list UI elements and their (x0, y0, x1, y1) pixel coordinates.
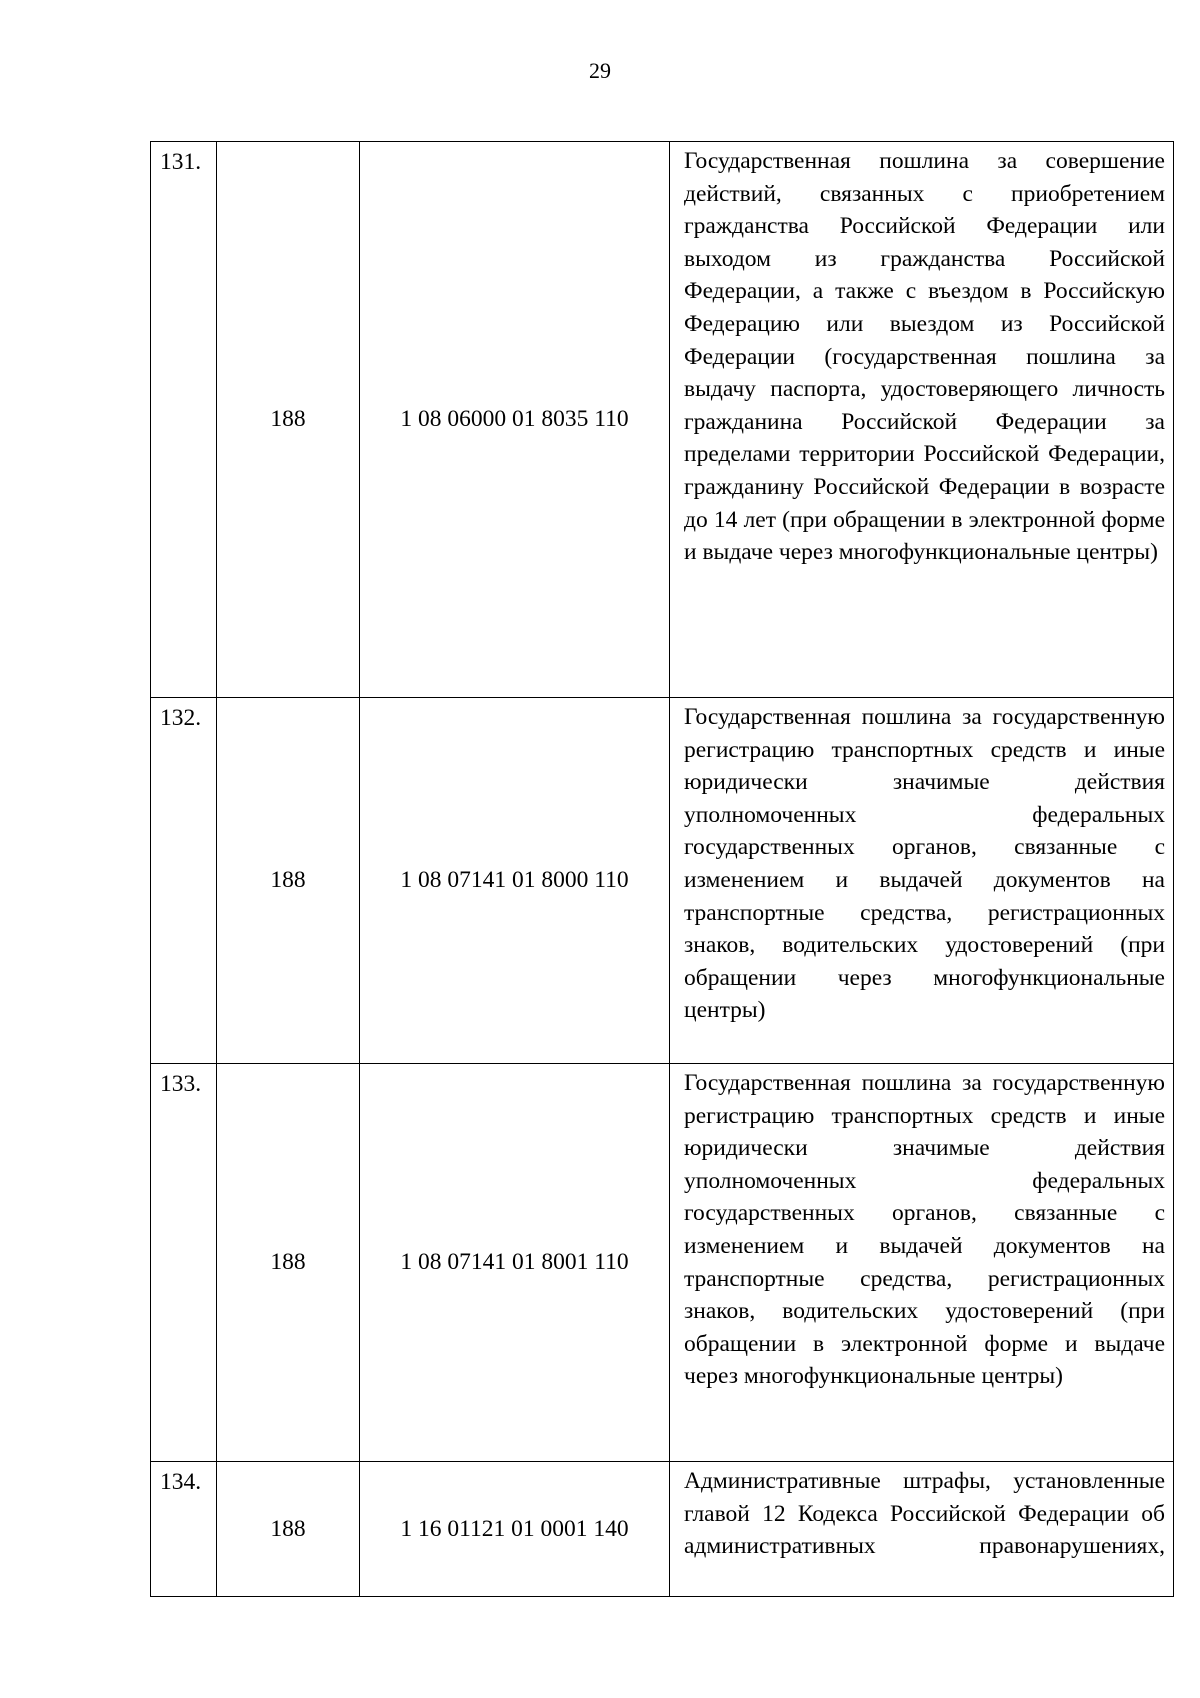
table-row (151, 142, 1174, 698)
row-number-cell: 133. (151, 1064, 217, 1462)
admin-code-cell: 188 (217, 142, 360, 698)
admin-code-cell: 188 (217, 698, 360, 1064)
page-number: 29 (589, 58, 611, 83)
budget-codes-table (150, 141, 1174, 1597)
revenue-name-cell: Государственная пошлина за государственную регистрацию транспортных средств и иные юридически значимые действия уполномоченных федеральных государственных органов, связанные с изменением и выдачей документов на транспортные средства, регистрационных знаков, водительских удостоверений (при обращении в электронной форме и выдаче через многофункциональные центры) (670, 1064, 1174, 1462)
revenue-name-cell: Государственная пошлина за государственную регистрацию транспортных средств и иные юридически значимые действия уполномоченных федеральных государственных органов, связанные с изменением и выдачей документов на транспортные средства, регистрационных знаков, водительских удостоверений (при обращении через многофункциональные центры) (670, 698, 1174, 1064)
revenue-name-cell: Административные штрафы, установленные главой 12 Кодекса Российской Федерации об административных правонарушениях, (670, 1462, 1174, 1597)
table-row (151, 1064, 1174, 1462)
budget-code-cell: 1 08 07141 01 8001 110 (360, 1064, 670, 1462)
row-number-cell: 131. (151, 142, 217, 698)
row-number-cell: 134. (151, 1462, 217, 1597)
admin-code-cell: 188 (217, 1462, 360, 1597)
revenue-name-cell: Государственная пошлина за совершение действий, связанных с приобретением гражданства Российской Федерации или выходом из гражданства Российской Федерации, а также с въездом в Российскую Федерацию или выездом из Российской Федерации (государственная пошлина за выдачу паспорта, удостоверяющего личность гражданина Российской Федерации за пределами территории Российской Федерации, гражданину Российской Федерации в возрасте до 14 лет (при обращении в электронной форме и выдаче через многофункциональные центры) (670, 142, 1174, 698)
admin-code-cell: 188 (217, 1064, 360, 1462)
table-row (151, 698, 1174, 1064)
budget-code-cell: 1 08 07141 01 8000 110 (360, 698, 670, 1064)
budget-code-cell: 1 08 06000 01 8035 110 (360, 142, 670, 698)
row-number-cell: 132. (151, 698, 217, 1064)
budget-code-cell: 1 16 01121 01 0001 140 (360, 1462, 670, 1597)
table-row (151, 1462, 1174, 1597)
